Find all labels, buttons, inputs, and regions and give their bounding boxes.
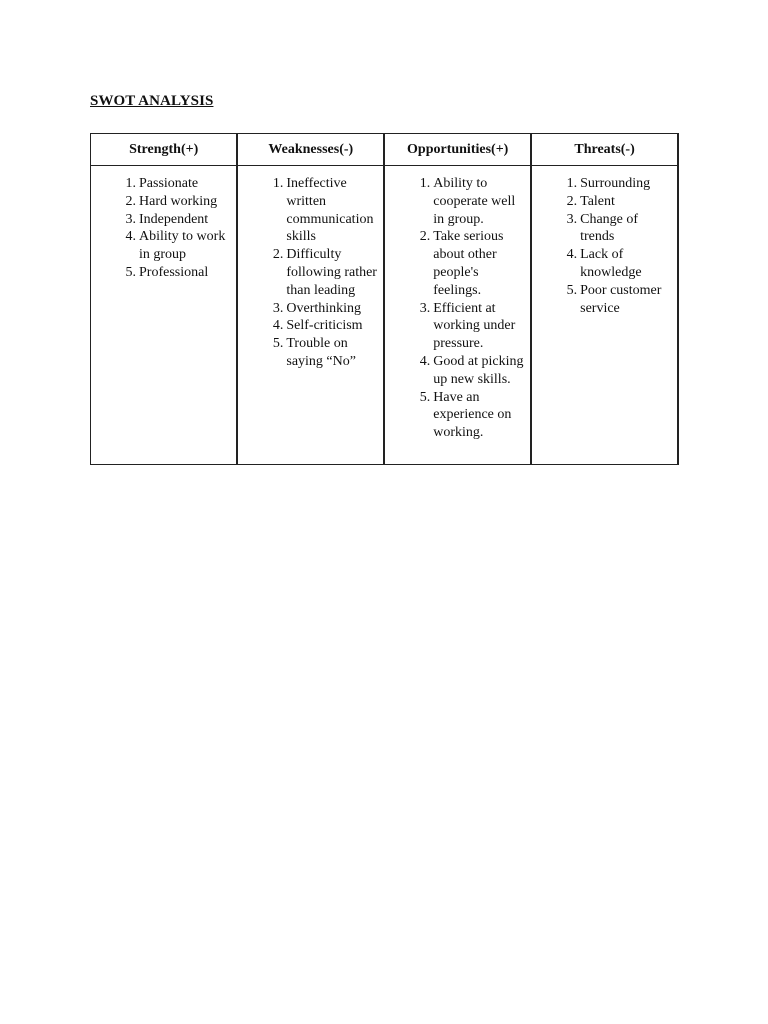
threats-list [532, 175, 671, 317]
list-item [91, 211, 230, 229]
item-text: Efficient at working under pressure. [433, 300, 516, 352]
list-item [385, 228, 524, 299]
weaknesses-list [238, 175, 377, 371]
item-number: 1. [125, 176, 136, 191]
item-number: 4. [125, 229, 136, 245]
header-strength: Strength(+) [91, 134, 238, 166]
list-item [238, 246, 377, 299]
list-item [532, 193, 671, 211]
header-weaknesses: Weaknesses(-) [237, 134, 384, 166]
item-text: Change of trends [580, 211, 639, 245]
item-text: Independent [139, 211, 209, 227]
list-item [91, 228, 230, 264]
strengths-cell [91, 166, 238, 465]
list-item [385, 300, 524, 353]
item-number: 2. [566, 193, 578, 209]
item-text: Professional [139, 264, 209, 280]
list-item [91, 175, 230, 193]
item-text: Lack of knowledge [580, 247, 642, 280]
item-number: 2. [419, 229, 431, 245]
item-number: 3. [419, 300, 431, 316]
list-item [532, 211, 671, 247]
item-text: Ability to cooperate well in group. [433, 176, 516, 227]
item-text: Good at picking up new skills. [433, 353, 524, 387]
item-number: 5. [566, 282, 578, 298]
list-item [91, 193, 230, 211]
list-item [532, 282, 671, 318]
weaknesses-cell [237, 166, 384, 465]
list-item [238, 175, 377, 246]
item-number: 3. [272, 300, 284, 316]
item-text: Poor customer service [580, 282, 662, 316]
item-number: 5. [272, 336, 284, 352]
item-number: 4. [419, 353, 431, 369]
item-number: 4. [272, 318, 284, 334]
list-item [532, 175, 671, 193]
opportunities-list [385, 175, 524, 442]
header-row [91, 134, 679, 166]
item-text: Take serious about other people's feelings. [433, 229, 504, 298]
item-number: 3. [566, 211, 578, 227]
item-number: 1. [419, 176, 431, 191]
list-item [385, 353, 524, 389]
item-text: Difficulty following rather than leading [286, 247, 377, 298]
item-number: 2. [125, 193, 136, 209]
item-text: Passionate [139, 176, 199, 191]
list-item [532, 246, 671, 282]
item-number: 5. [125, 264, 136, 280]
document-title: SWOT ANALYSIS [90, 93, 214, 109]
list-item [385, 175, 524, 228]
list-item [238, 300, 377, 318]
header-threats: Threats(-) [531, 134, 678, 166]
item-number: 1. [566, 176, 578, 191]
item-text: Trouble on saying “No” [286, 336, 356, 369]
swot-table [90, 133, 679, 465]
item-text: Self-criticism [286, 318, 363, 334]
item-number: 1. [272, 176, 284, 191]
list-item [385, 389, 524, 442]
header-opportunities: Opportunities(+) [384, 134, 531, 166]
list-item [238, 317, 377, 335]
item-text: Ability to work in group [139, 229, 226, 263]
item-number: 4. [566, 247, 578, 263]
item-text: Talent [580, 193, 615, 209]
opportunities-cell [384, 166, 531, 465]
item-number: 2. [272, 247, 284, 263]
item-text: Have an experience on working. [433, 389, 512, 441]
item-text: Ineffective written communication skills [286, 176, 374, 245]
item-number: 5. [419, 389, 431, 405]
item-text: Hard working [139, 193, 218, 209]
list-item [91, 264, 230, 282]
threats-cell [531, 166, 678, 465]
item-text: Surrounding [580, 176, 651, 191]
item-number: 3. [125, 211, 136, 227]
strengths-list [91, 175, 230, 282]
content-row [91, 166, 679, 465]
item-text: Overthinking [286, 300, 362, 316]
list-item [238, 335, 377, 371]
